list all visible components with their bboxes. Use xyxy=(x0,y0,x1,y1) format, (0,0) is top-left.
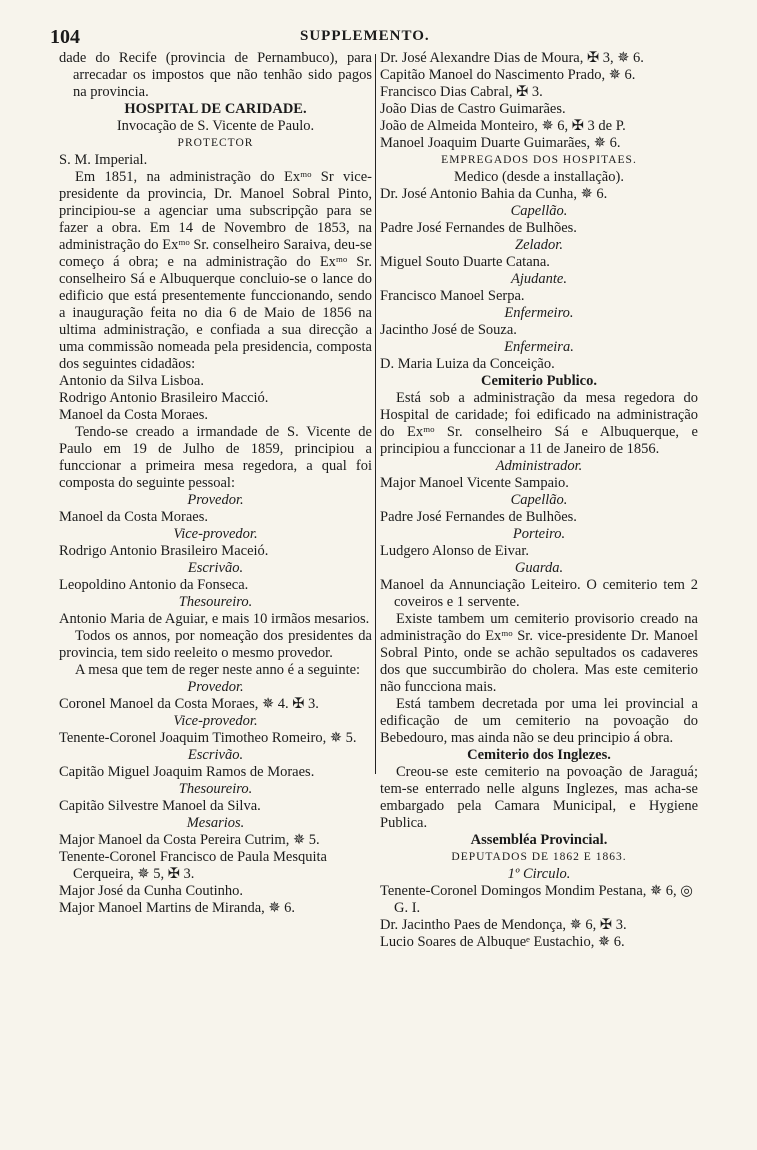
left-line: Thesoureiro. xyxy=(178,594,253,610)
right-line: Jacintho José de Souza. xyxy=(380,322,517,338)
right-line: D. Maria Luiza da Conceição. xyxy=(380,356,555,372)
left-line: Todos os annos, por nomeação dos presidentes da provincia, tem sido reeleito o mesmo provedor. xyxy=(59,628,372,661)
right-line: Cemiterio Publico. xyxy=(481,373,597,389)
left-line: A mesa que tem de reger neste anno é a seguinte: xyxy=(75,662,361,678)
left-line: Coronel Manoel da Costa Moraes, ✵ 4. ✠ 3. xyxy=(59,696,319,712)
left-line: Capitão Silvestre Manoel da Silva. xyxy=(59,798,261,814)
right-line: Lucio Soares de Albuqueᵉ Eustachio, ✵ 6. xyxy=(380,934,625,950)
left-line: Tenente-Coronel Joaquim Timotheo Romeiro, ✵ 5. xyxy=(59,730,357,746)
right-line: Porteiro. xyxy=(512,526,566,542)
right-line: Manoel da Annunciação Leiteiro. O cemiterio tem 2 coveiros e 1 servente. xyxy=(380,577,698,610)
left-line: Leopoldino Antonio da Fonseca. xyxy=(59,577,249,593)
page-header xyxy=(50,26,690,48)
right-line: Dr. José Antonio Bahia da Cunha, ✵ 6. xyxy=(380,186,608,202)
left-line: Major Manoel Martins de Miranda, ✵ 6. xyxy=(59,900,296,916)
right-line: Capitão Manoel do Nascimento Prado, ✵ 6. xyxy=(380,67,636,83)
right-line: Enfermeiro. xyxy=(504,305,574,321)
left-line: Escrivão. xyxy=(187,747,244,763)
left-line: Provedor. xyxy=(187,679,244,695)
right-line: Dr. Jacintho Paes de Mendonça, ✵ 6, ✠ 3. xyxy=(380,917,627,933)
left-line: Thesoureiro. xyxy=(178,781,253,797)
left-line: Provedor. xyxy=(187,492,244,508)
left-line: PROTECTOR xyxy=(177,137,254,149)
right-line: Tenente-Coronel Domingos Mondim Pestana, ✵ 6, ◎ G. I. xyxy=(380,883,693,916)
left-line: Tendo-se creado a irmandade de S. Vicente de Paulo em 19 de Julho de 1859, principiou a funccionar a primeira mesa regedora, a qual foi composta do seguinte pessoal: xyxy=(59,424,372,491)
right-line: Ludgero Alonso de Eivar. xyxy=(380,543,530,559)
right-line: Miguel Souto Duarte Catana. xyxy=(380,254,550,270)
right-line: 1º Circulo. xyxy=(507,866,571,882)
left-line: Rodrigo Antonio Brasileiro Maceió. xyxy=(59,543,269,559)
right-line: Está sob a administração da mesa regedora do Hospital de caridade; foi edificado na administração do Exᵐᵒ Sr. conselheiro Sá e Albuquerque, e principiou a funccionar a 11 de Janeiro de 1856. xyxy=(380,390,698,457)
right-line: Dr. José Alexandre Dias de Moura, ✠ 3, ✵ 6. xyxy=(380,50,644,66)
left-line: Antonio da Silva Lisboa. xyxy=(59,373,204,389)
right-line: DEPUTADOS DE 1862 E 1863. xyxy=(451,851,627,863)
left-column xyxy=(59,50,372,917)
left-line: Vice-provedor. xyxy=(173,713,258,729)
running-title: SUPPLEMENTO. xyxy=(300,28,430,44)
right-line: Administrador. xyxy=(495,458,583,474)
left-line: Mesarios. xyxy=(186,815,245,831)
left-line: S. M. Imperial. xyxy=(59,152,148,168)
left-line: dade do Recife (provincia de Pernambuco), para arrecadar os impostos que não tenhão sido pagos na provincia. xyxy=(59,50,372,100)
left-line: Manoel da Costa Moraes. xyxy=(59,509,208,525)
left-line: Escrivão. xyxy=(187,560,244,576)
right-line: Assembléa Provincial. xyxy=(470,832,608,848)
right-line: Capellão. xyxy=(510,492,568,508)
right-line: Padre José Fernandes de Bulhões. xyxy=(380,220,577,236)
right-line: Guarda. xyxy=(514,560,564,576)
right-line: Cemiterio dos Inglezes. xyxy=(467,747,611,763)
left-line: Major José da Cunha Coutinho. xyxy=(59,883,244,899)
left-line: Rodrigo Antonio Brasileiro Macció. xyxy=(59,390,269,406)
left-line: Antonio Maria de Aguiar, e mais 10 irmãos mesarios. xyxy=(59,611,370,627)
right-line: João de Almeida Monteiro, ✵ 6, ✠ 3 de P. xyxy=(380,118,626,134)
right-line: João Dias de Castro Guimarães. xyxy=(380,101,566,117)
right-line: Manoel Joaquim Duarte Guimarães, ✵ 6. xyxy=(380,135,621,151)
right-line: Padre José Fernandes de Bulhões. xyxy=(380,509,577,525)
right-line: Enfermeira. xyxy=(504,339,574,355)
left-line: Tenente-Coronel Francisco de Paula Mesquita Cerqueira, ✵ 5, ✠ 3. xyxy=(59,849,327,882)
right-line: Capellão. xyxy=(510,203,568,219)
left-line: Vice-provedor. xyxy=(173,526,258,542)
right-line: Existe tambem um cemiterio provisorio creado na administração do Exᵐᵒ Sr. vice-presidente Dr. Manoel Sobral Pinto, onde se achão sepultados os cadaveres dos que succumbirão do cholera. Mas este cemiterio não funcciona mais. xyxy=(380,611,698,695)
left-line: Capitão Miguel Joaquim Ramos de Moraes. xyxy=(59,764,315,780)
right-line: Ajudante. xyxy=(511,271,567,287)
right-line: Está tambem decretada por uma lei provincial a edificação de um cemiterio na povoação do Bebedouro, mas ainda não se deu principio á obra. xyxy=(380,696,698,746)
left-line: Major Manoel da Costa Pereira Cutrim, ✵ 5. xyxy=(59,832,320,848)
left-line: Invocação de S. Vicente de Paulo. xyxy=(116,118,315,134)
right-column xyxy=(380,50,698,951)
right-line: Francisco Manoel Serpa. xyxy=(380,288,525,304)
right-line: Major Manoel Vicente Sampaio. xyxy=(380,475,569,491)
page-number: 104 xyxy=(50,26,80,48)
right-line: EMPREGADOS DOS HOSPITAES. xyxy=(441,154,637,166)
right-line: Creou-se este cemiterio na povoação de Jaraguá; tem-se enterrado nelle alguns Inglezes, mas acha-se embargado pela Camara Municipal, e Hygiene Publica. xyxy=(380,764,698,831)
right-line: Medico (desde a installação). xyxy=(454,169,624,185)
left-line: HOSPITAL DE CARIDADE. xyxy=(124,101,307,117)
right-line: Zelador. xyxy=(515,237,563,253)
left-line: Em 1851, na administração do Exᵐᵒ Sr vice-presidente da provincia, Dr. Manoel Sobral Pinto, principiou-se a agenciar uma subscripção para se fazer a obra. Em 14 de Novembro de 1853, na administração do Exᵐᵒ Sr. conselheiro Saraiva, deu-se começo á obra; e na administração do Exᵐᵒ Sr. conselheiro Sá e Albuquerque concluio-se o lance do edificio que está presentemente funccionando, sendo a inauguração feita no dia 6 de Maio de 1856 na ultima administração, e confiada a sua direcção a uma commissão nomeada pela presidencia, composta dos seguintes cidadãos: xyxy=(59,169,372,372)
column-divider xyxy=(375,54,376,774)
right-line: Francisco Dias Cabral, ✠ 3. xyxy=(380,84,543,100)
left-line: Manoel da Costa Moraes. xyxy=(59,407,208,423)
